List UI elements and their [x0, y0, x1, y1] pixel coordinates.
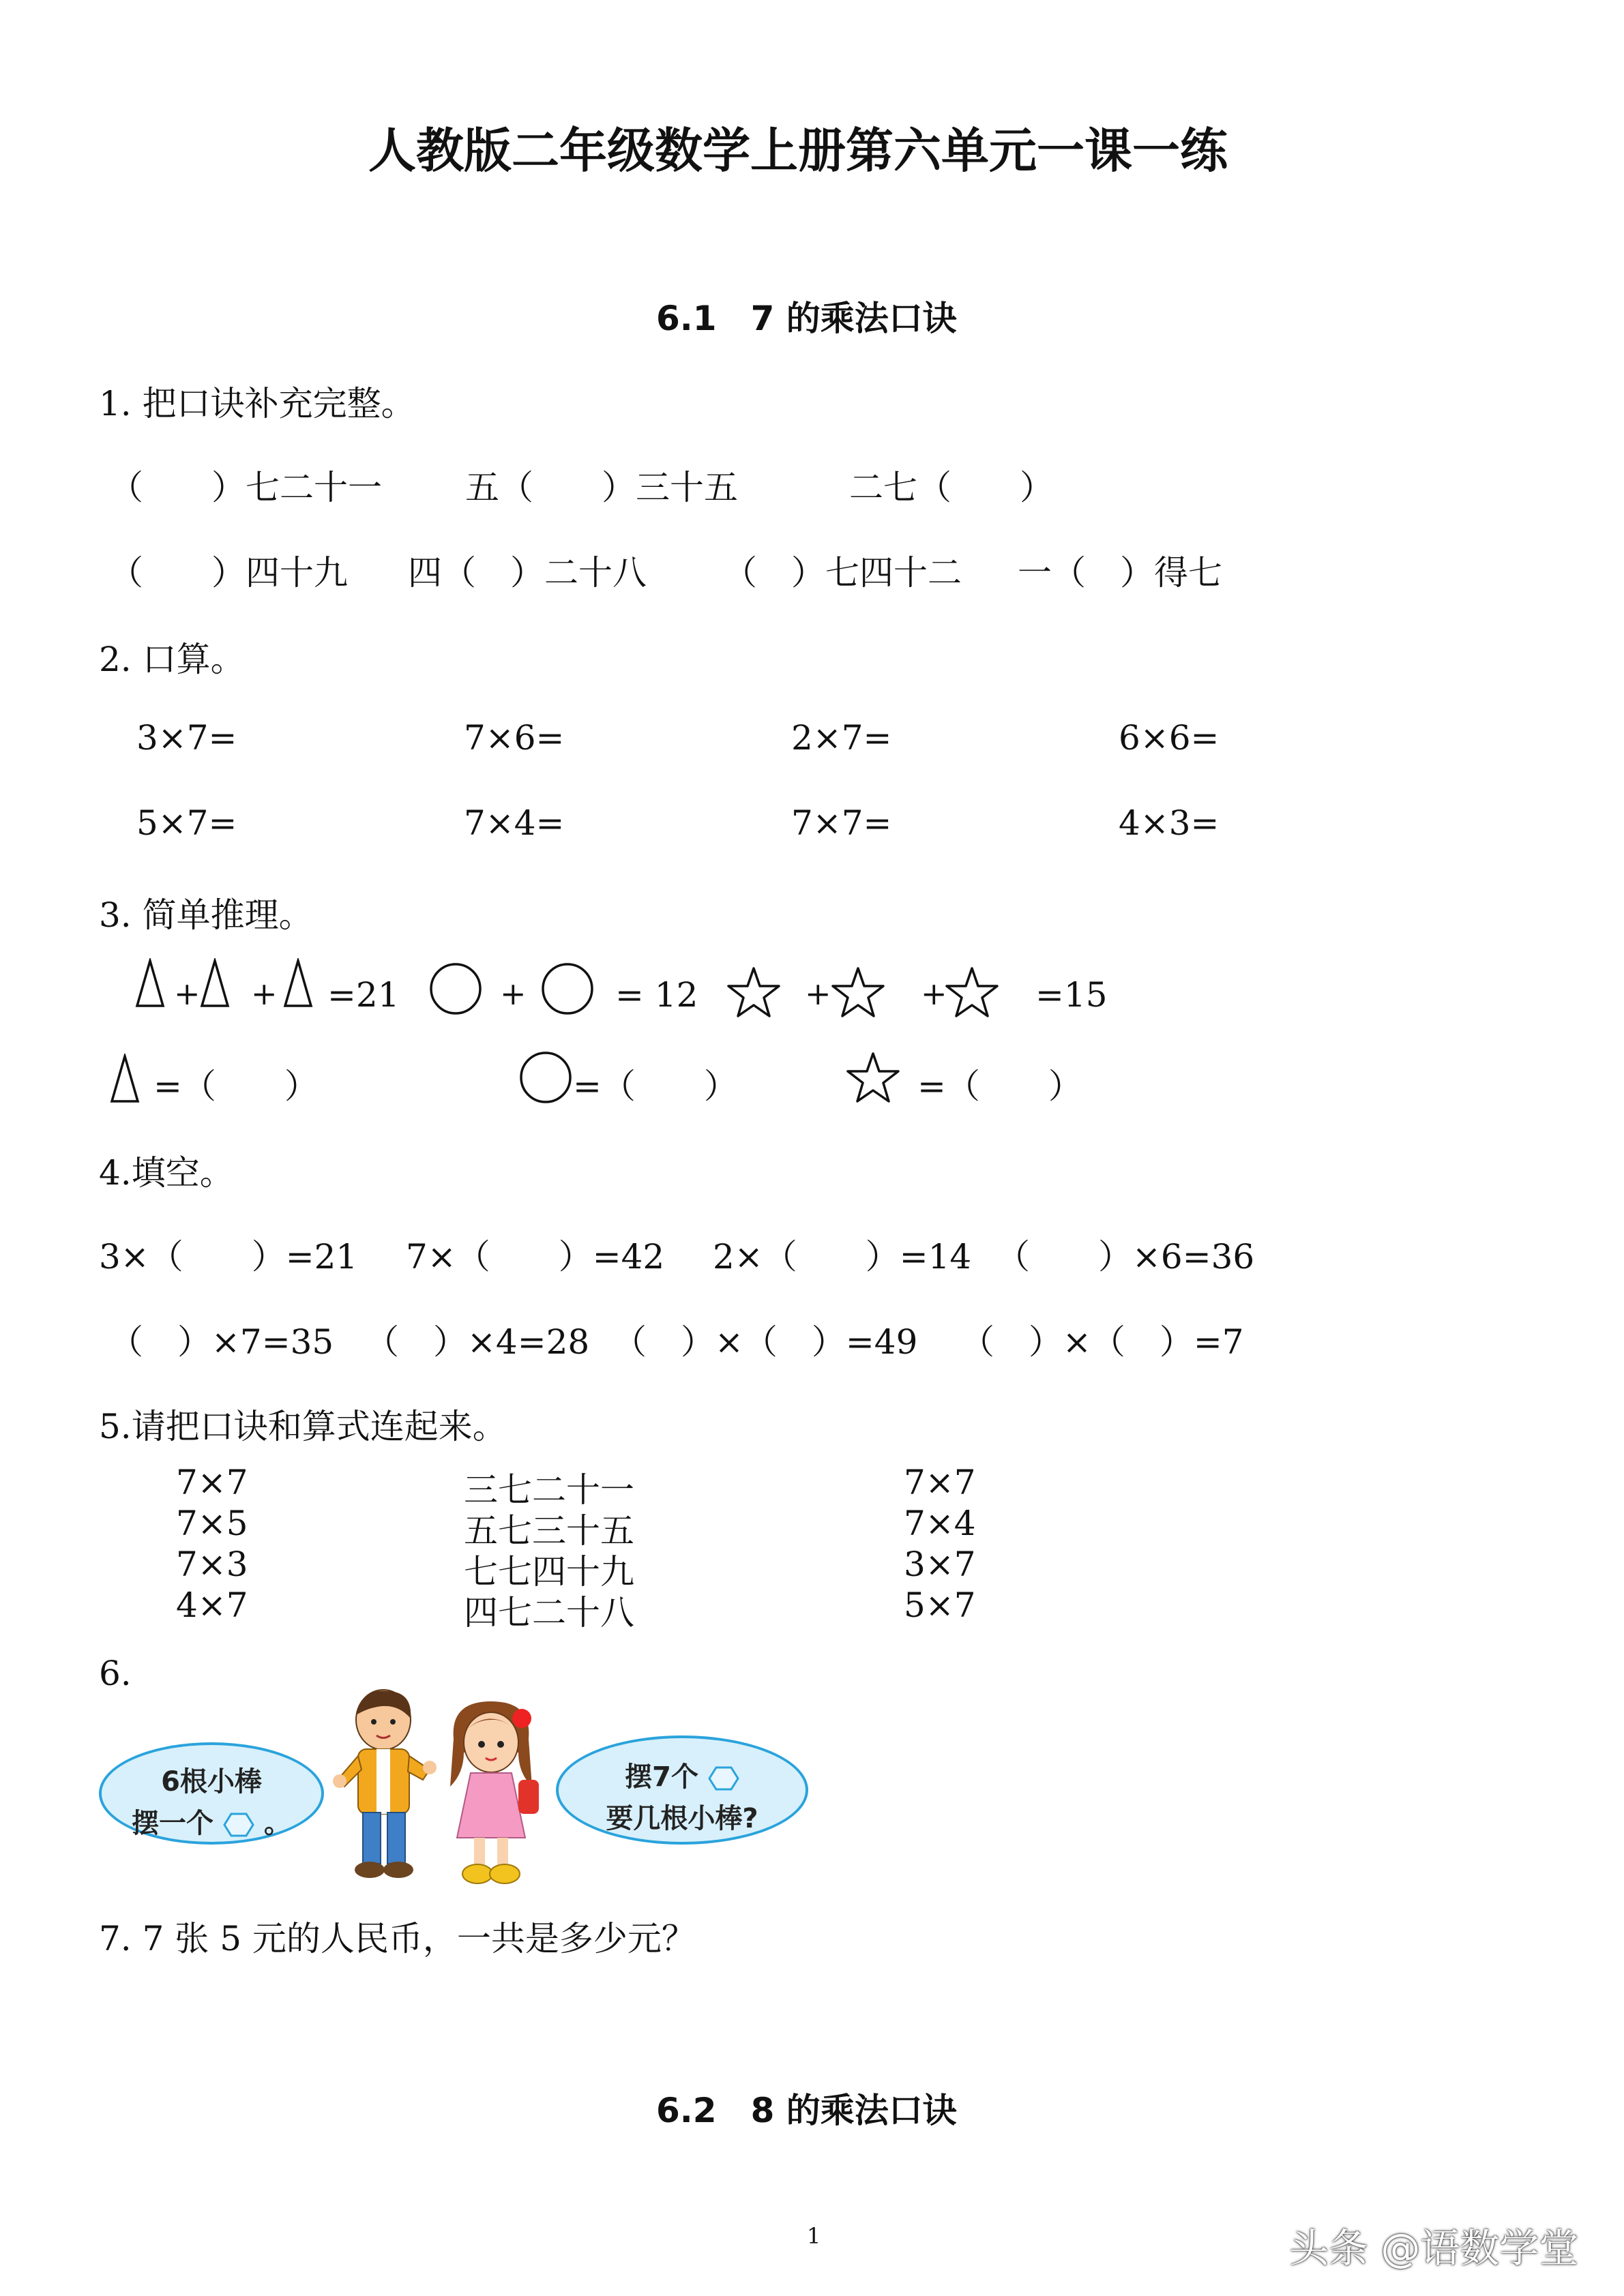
q4-item: 7×（ ）=42: [406, 1237, 665, 1277]
speech-bubble-left: [99, 1742, 324, 1845]
q5-left-item: 7×5: [176, 1504, 248, 1543]
watermark: 头条 @语数学堂: [1289, 2225, 1579, 2271]
bubble-text: 摆一个: [132, 1808, 214, 1839]
bubble-text: 。: [263, 1808, 291, 1839]
answer-blank: =（ ）: [573, 1067, 738, 1106]
q2-item: 3×7=: [136, 718, 237, 758]
plus-sign: +: [500, 975, 527, 1012]
star-icon: [846, 1050, 900, 1105]
q5-middle-item: 五七三十五: [464, 1511, 634, 1551]
circle-icon: [428, 961, 483, 1016]
hexagon-icon: [708, 1765, 739, 1791]
q1-heading: 1. 把口诀补充完整。: [99, 384, 415, 423]
q1-blank: （ ）七二十一: [109, 468, 382, 507]
star-icon: [726, 965, 781, 1019]
equation-result: = 12: [615, 975, 698, 1015]
q4-item: （ ）×7=35: [109, 1322, 334, 1362]
q1-blank: 五（ ）三十五: [465, 468, 738, 507]
triangle-icon: [198, 958, 232, 1009]
star-icon: [945, 965, 999, 1019]
q4-item: （ ）×6=36: [996, 1237, 1255, 1277]
q6-heading: 6.: [99, 1654, 132, 1693]
q3-heading: 3. 简单推理。: [99, 895, 313, 935]
q5-heading: 5.请把口诀和算式连起来。: [99, 1407, 507, 1446]
q2-heading: 2. 口算。: [99, 640, 245, 679]
q5-left-item: 7×7: [176, 1463, 248, 1502]
section-title-6-2: 6.2 8 的乘法口诀: [656, 2091, 957, 2130]
q2-item: 7×4=: [464, 803, 565, 843]
girl-illustration: [437, 1698, 546, 1889]
q2-item: 4×3=: [1119, 803, 1220, 843]
q4-item: （ ）×（ ）=7: [960, 1322, 1244, 1362]
q2-item: 2×7=: [791, 718, 892, 758]
q5-middle-item: 三七二十一: [464, 1470, 634, 1510]
bubble-text: 摆7个: [625, 1761, 698, 1793]
hexagon-icon: [223, 1812, 254, 1838]
triangle-icon: [133, 958, 167, 1009]
q4-item: 2×（ ）=14: [713, 1237, 972, 1277]
q2-item: 7×7=: [791, 803, 892, 843]
bubble-text: 要几根小棒?: [606, 1803, 758, 1834]
speech-bubble-right: [556, 1735, 808, 1845]
q1-blank: 四（ ）二十八: [408, 553, 647, 593]
q1-blank: （ ）四十九: [109, 553, 348, 593]
triangle-icon: [281, 958, 315, 1009]
triangle-icon: [108, 1054, 142, 1105]
q4-item: 3×（ ）=21: [99, 1237, 358, 1277]
q5-right-item: 7×7: [904, 1463, 976, 1502]
q2-item: 5×7=: [136, 803, 237, 843]
plus-sign: +: [174, 975, 201, 1012]
q4-item: （ ）×4=28: [365, 1322, 590, 1362]
q4-item: （ ）×（ ）=49: [612, 1322, 918, 1362]
star-icon: [831, 965, 885, 1019]
answer-blank: =（ ）: [917, 1067, 1082, 1106]
q5-right-item: 5×7: [904, 1585, 976, 1625]
q5-right-item: 7×4: [904, 1504, 976, 1543]
q2-item: 6×6=: [1119, 718, 1220, 758]
answer-blank: =（ ）: [153, 1067, 319, 1106]
plus-sign: +: [251, 975, 278, 1012]
page-number: 1: [807, 2223, 821, 2249]
bubble-text: 6根小棒: [161, 1766, 262, 1798]
plus-sign: +: [921, 975, 947, 1012]
section-title-6-1: 6.1 7 的乘法口诀: [656, 299, 957, 338]
q4-heading: 4.填空。: [99, 1153, 234, 1193]
page-title: 人教版二年级数学上册第六单元一课一练: [368, 123, 1228, 179]
circle-icon: [540, 961, 595, 1016]
q1-blank: 二七（ ）: [849, 468, 1054, 507]
equation-result: =15: [1035, 975, 1108, 1015]
q5-left-item: 7×3: [176, 1545, 248, 1584]
q5-right-item: 3×7: [904, 1545, 976, 1584]
q7-heading: 7. 7 张 5 元的人民币，一共是多少元？: [99, 1919, 696, 1958]
q1-blank: 一（ ）得七: [1018, 553, 1222, 593]
circle-icon: [518, 1050, 573, 1105]
q1-blank: （ ）七四十二: [723, 553, 962, 593]
q2-item: 7×6=: [464, 718, 565, 758]
q5-left-item: 4×7: [176, 1585, 248, 1625]
q5-middle-item: 七七四十九: [464, 1552, 634, 1592]
equation-result: =21: [327, 975, 400, 1015]
plus-sign: +: [805, 975, 831, 1012]
q5-middle-item: 四七二十八: [464, 1593, 634, 1632]
boy-illustration: [327, 1684, 443, 1885]
